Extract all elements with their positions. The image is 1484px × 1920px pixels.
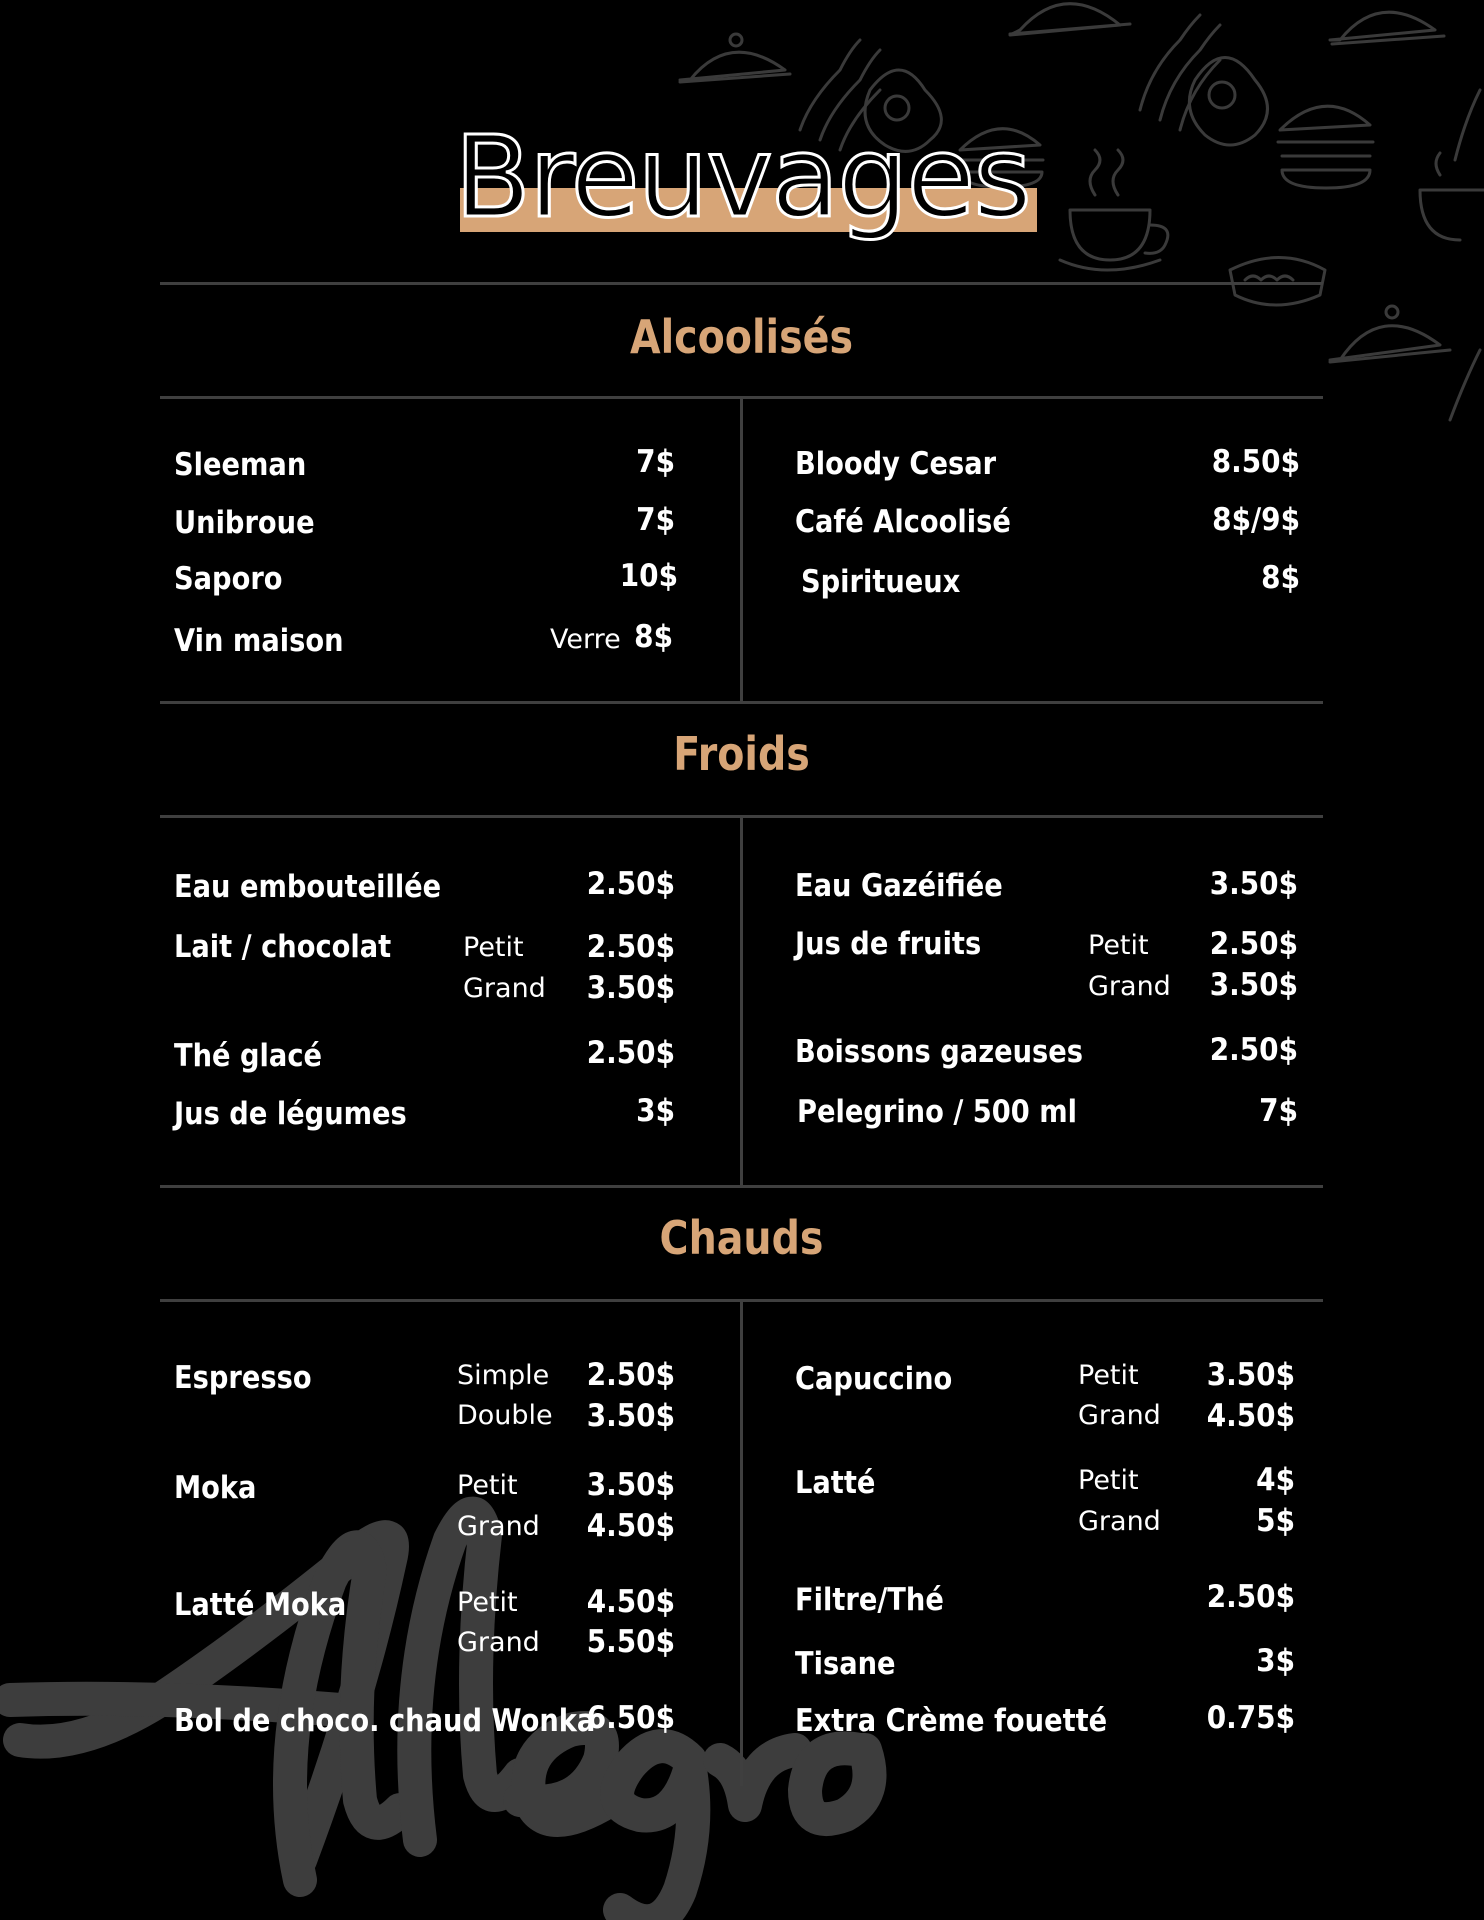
section-title-chauds: Chauds <box>659 1211 824 1265</box>
menu-item-price: 4$ <box>1256 1462 1295 1498</box>
menu-item-name: Lait / chocolat <box>174 929 392 965</box>
menu-item-name: Latté Moka <box>174 1587 347 1623</box>
menu-item-price: 4.50$ <box>586 1584 675 1620</box>
cloche-icon <box>1010 4 1130 35</box>
menu-item-name: Saporo <box>174 561 283 597</box>
bacon-icon <box>1450 90 1480 420</box>
divider <box>160 701 1323 704</box>
menu-item-price: 8$ <box>634 619 673 655</box>
menu-item-size: Double <box>457 1400 553 1431</box>
menu-item-size: Petit <box>1078 1360 1139 1391</box>
menu-item-price: 7$ <box>636 444 675 480</box>
menu-item-name: Unibroue <box>174 505 315 541</box>
menu-item-name: Bloody Cesar <box>795 446 997 482</box>
menu-item-price: 2.50$ <box>586 866 675 902</box>
menu-item-price: 7$ <box>636 502 675 538</box>
menu-item-size: Petit <box>457 1587 518 1618</box>
menu-item-price: 5$ <box>1256 1503 1295 1539</box>
menu-item-price: 2.50$ <box>1209 1032 1298 1068</box>
menu-item-size: Grand <box>457 1511 540 1542</box>
menu-item-price: 4.50$ <box>1206 1398 1295 1434</box>
menu-item-price: 5.50$ <box>586 1624 675 1660</box>
menu-item-size: Petit <box>1078 1465 1139 1496</box>
menu-item-price: 3.50$ <box>586 970 675 1006</box>
menu-item-size: Verre <box>550 624 621 655</box>
menu-item-name: Eau Gazéifiée <box>795 868 1003 904</box>
menu-item-price: 3.50$ <box>1209 967 1298 1003</box>
menu-item-price: 2.50$ <box>586 929 675 965</box>
menu-item-size: Petit <box>457 1470 518 1501</box>
menu-item-price: 7$ <box>1259 1093 1298 1129</box>
menu-item-price: 3$ <box>1256 1643 1295 1679</box>
menu-item-price: 8$/9$ <box>1212 502 1300 538</box>
column-divider <box>740 398 743 702</box>
menu-item-price: 0.75$ <box>1206 1700 1295 1736</box>
menu-item-size: Grand <box>1088 971 1171 1002</box>
menu-item-size: Petit <box>463 932 524 963</box>
menu-item-price: 3.50$ <box>586 1467 675 1503</box>
coffee-cup-icon <box>1420 153 1484 240</box>
menu-item-price: 3$ <box>636 1093 675 1129</box>
menu-item-price: 3.50$ <box>1206 1357 1295 1393</box>
menu-item-price: 8.50$ <box>1211 444 1300 480</box>
menu-item-name: Eau embouteillée <box>174 869 442 905</box>
menu-item-name: Jus de fruits <box>795 926 982 962</box>
menu-item-name: Capuccino <box>795 1361 953 1397</box>
menu-item-name: Tisane <box>795 1646 896 1682</box>
bacon-icon <box>1140 15 1220 130</box>
column-divider <box>740 1301 743 1786</box>
menu-item-name: Vin maison <box>174 623 344 659</box>
section-title-alcoolises: Alcoolisés <box>629 310 854 364</box>
cloche-icon <box>680 34 790 82</box>
menu-item-name: Café Alcoolisé <box>795 504 1011 540</box>
menu-item-name: Filtre/Thé <box>795 1582 944 1618</box>
section-title-froids: Froids <box>673 727 810 781</box>
menu-item-price: 2.50$ <box>1209 926 1298 962</box>
menu-item-name: Extra Crème fouetté <box>795 1703 1108 1739</box>
menu-item-price: 4.50$ <box>586 1508 675 1544</box>
page-title: Breuvages <box>454 113 1030 243</box>
burger-icon <box>1278 106 1373 188</box>
menu-item-name: Pelegrino / 500 ml <box>797 1094 1078 1130</box>
menu-item-name: Boissons gazeuses <box>795 1034 1083 1070</box>
menu-item-size: Petit <box>1088 930 1149 961</box>
column-divider <box>740 817 743 1185</box>
menu-item-name: Espresso <box>174 1360 312 1396</box>
menu-item-name: Jus de légumes <box>174 1096 407 1132</box>
menu-item-size: Grand <box>463 973 546 1004</box>
menu-item-name: Spiritueux <box>801 564 961 600</box>
menu-item-price: 3.50$ <box>1209 866 1298 902</box>
menu-item-size: Grand <box>1078 1506 1161 1537</box>
menu-item-size: Grand <box>1078 1400 1161 1431</box>
menu-item-name: Latté <box>795 1465 876 1501</box>
menu-item-price: 3.50$ <box>586 1398 675 1434</box>
menu-item-name: Sleeman <box>174 447 307 483</box>
menu-item-name: Moka <box>174 1470 257 1506</box>
menu-item-name: Thé glacé <box>174 1038 322 1074</box>
cloche-icon <box>1330 306 1450 362</box>
menu-item-price: 10$ <box>619 558 678 594</box>
menu-item-price: 2.50$ <box>586 1035 675 1071</box>
egg-icon <box>1189 58 1267 146</box>
menu-item-price: 2.50$ <box>586 1357 675 1393</box>
cloche-icon <box>1330 12 1444 44</box>
menu-item-price: 6.50$ <box>586 1700 675 1736</box>
divider <box>160 282 1323 285</box>
menu-item-size: Simple <box>457 1360 550 1391</box>
menu-item-name: Bol de choco. chaud Wonka <box>174 1703 596 1739</box>
menu-item-price: 2.50$ <box>1206 1579 1295 1615</box>
menu-item-price: 8$ <box>1261 560 1300 596</box>
divider <box>160 1185 1323 1188</box>
menu-item-size: Grand <box>457 1627 540 1658</box>
